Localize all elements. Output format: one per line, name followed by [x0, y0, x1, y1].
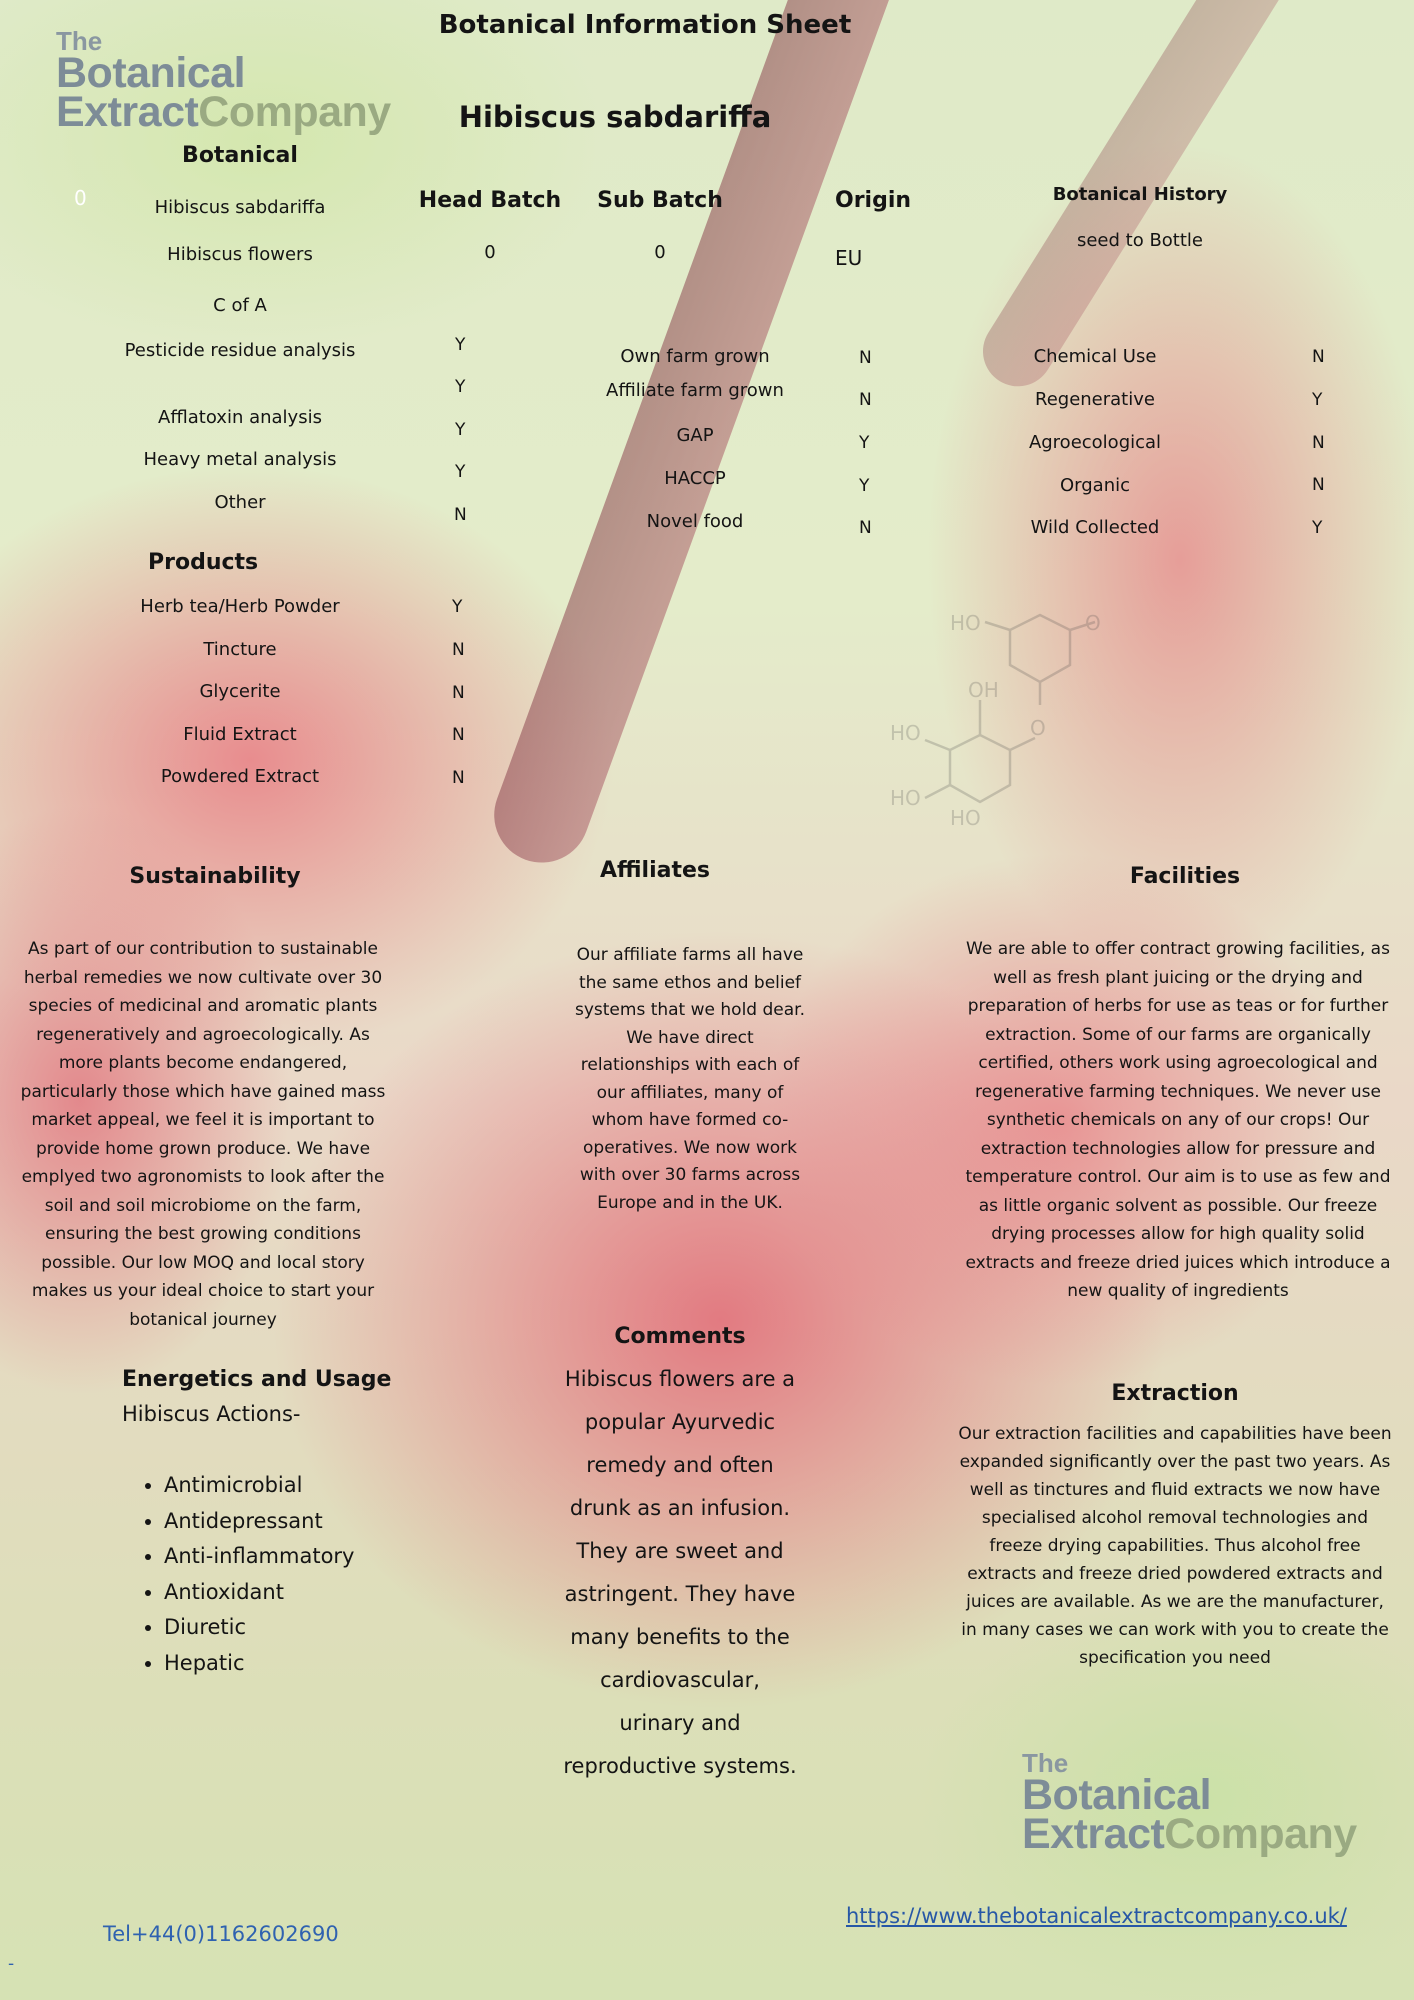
text-line: extracts and freeze dried juices which introduce a — [965, 1252, 1391, 1273]
logo-company: Company — [198, 88, 391, 137]
energetics-heading: Energetics and Usage — [122, 1367, 392, 1392]
product-value: N — [452, 683, 465, 703]
farming-value: N — [859, 518, 872, 538]
sub-batch-value: 0 — [654, 242, 666, 263]
text-line: drunk as an infusion. — [569, 1496, 791, 1520]
text-line: well as fresh plant juicing or the drying and — [993, 967, 1363, 988]
botanical-heading: Botanical — [182, 143, 298, 168]
sustainability-heading: Sustainability — [129, 864, 301, 889]
history-value: Y — [1312, 518, 1323, 538]
farming-label: HACCP — [664, 468, 726, 489]
text-line: whom have formed co- — [591, 1110, 789, 1130]
farming-value: Y — [859, 433, 870, 453]
text-line: preparation of herbs for use as teas or for further — [967, 996, 1389, 1016]
history-subtitle: seed to Bottle — [1076, 230, 1204, 251]
product-value: N — [452, 725, 465, 745]
text-line: emplyed two agronomists to look after the — [21, 1167, 385, 1187]
origin-label: Origin — [835, 188, 912, 213]
text-line: ensuring the best growing conditions — [45, 1224, 361, 1244]
text-line: the same ethos and belief — [578, 972, 802, 993]
stray-value: 0 — [74, 186, 87, 210]
text-line: botanical journey — [129, 1309, 277, 1330]
farming-label: Novel food — [646, 511, 744, 532]
product-label: Glycerite — [199, 681, 281, 702]
farming-label: Affiliate farm grown — [606, 380, 784, 401]
action-item: • Antidepressant — [164, 1504, 355, 1540]
text-line: specialised alcohol removal technologies and — [981, 1508, 1369, 1528]
text-line: freeze drying capabilities. Thus alcohol free — [989, 1536, 1361, 1556]
text-line: specification you need — [1079, 1648, 1271, 1668]
origin-value: EU — [835, 246, 863, 270]
action-item: • Hepatic — [164, 1646, 355, 1682]
affiliates-heading: Affiliates — [599, 858, 711, 883]
actions-list — [122, 1468, 355, 1681]
text-line: well as tinctures and fluid extracts we now have — [969, 1480, 1381, 1500]
farming-label: Own farm grown — [620, 346, 770, 367]
analysis-label: Other — [214, 492, 266, 513]
affiliates-text — [540, 942, 840, 1217]
farming-value: Y — [859, 476, 870, 496]
text-line: regenerative farming techniques. We never use — [975, 1081, 1381, 1102]
logo-the: The — [1022, 1748, 1069, 1778]
history-value: N — [1312, 347, 1325, 367]
text-line: market appeal, we feel it is important to — [31, 1110, 375, 1130]
sub-batch-label: Sub Batch — [597, 188, 723, 213]
extraction-text — [945, 1420, 1405, 1672]
product-label: Fluid Extract — [183, 724, 297, 745]
text-line: as little organic solvent as possible. Our freeze — [978, 1195, 1378, 1216]
analysis-value: Y — [455, 462, 466, 482]
text-line: synthetic chemicals on any of our crops! Our — [986, 1110, 1370, 1130]
comments-text — [540, 1358, 820, 1788]
analysis-label: Afflatoxin analysis — [158, 407, 322, 428]
head-batch-label: Head Batch — [418, 188, 562, 213]
action-item: • Antimicrobial — [164, 1468, 355, 1504]
text-line: We are able to offer contract growing facilities, as — [966, 939, 1390, 959]
text-line: regeneratively and agroecologically. As — [36, 1024, 370, 1045]
coa-label: C of A — [213, 295, 267, 316]
text-line: operatives. We now work — [583, 1137, 797, 1158]
farming-value: N — [859, 348, 872, 368]
text-line: popular Ayurvedic — [584, 1410, 776, 1434]
molecule-label: HO — [950, 611, 981, 635]
footer-dash: - — [8, 1954, 15, 1974]
product-label: Herb tea/Herb Powder — [140, 596, 340, 617]
text-line: makes us your ideal choice to start your — [31, 1281, 375, 1301]
text-line: expanded significantly over the past two years. As — [959, 1452, 1391, 1472]
energetics-intro: Hibiscus Actions- — [122, 1402, 301, 1426]
text-line: possible. Our low MOQ and local story — [41, 1252, 365, 1273]
molecule-label: HO — [950, 806, 981, 830]
logo-company: Company — [1164, 1810, 1357, 1859]
analysis-value: Y — [455, 377, 466, 397]
species-name: Hibiscus sabdariffa — [458, 100, 772, 134]
history-label: Chemical Use — [1033, 346, 1157, 367]
text-line: soil and soil microbiome on the farm, — [44, 1195, 362, 1216]
page-title: Botanical Information Sheet — [438, 10, 852, 40]
logo-botanical: Botanical — [1022, 1770, 1212, 1819]
history-value: N — [1312, 433, 1325, 453]
text-line: extraction. Some of our farms are organically — [985, 1024, 1371, 1045]
company-logo — [56, 26, 391, 137]
logo-extract: Extract — [1022, 1810, 1165, 1859]
text-line: cardiovascular, — [600, 1668, 760, 1692]
molecule-label: HO — [890, 721, 921, 745]
history-label: Regenerative — [1035, 389, 1155, 410]
text-line: many benefits to the — [570, 1625, 790, 1649]
text-line: certified, others work using agroecological and — [978, 1053, 1378, 1073]
analysis-value: N — [454, 505, 467, 525]
molecule-watermark — [890, 600, 1190, 830]
text-line: extraction technologies allow for pressure and — [980, 1138, 1376, 1159]
analysis-value: Y — [455, 335, 466, 355]
facilities-heading: Facilities — [1129, 864, 1241, 889]
text-line: Our affiliate farms all have — [576, 945, 804, 965]
text-line: Hibiscus flowers are a — [564, 1367, 796, 1391]
text-line: Our extraction facilities and capabilities have been — [958, 1424, 1392, 1444]
analysis-label: Heavy metal analysis — [143, 449, 337, 470]
text-line: with over 30 farms across — [579, 1165, 801, 1185]
company-logo-footer — [1022, 1748, 1357, 1859]
text-line: We have direct — [626, 1027, 754, 1048]
comments-heading: Comments — [614, 1324, 746, 1349]
molecule-label: HO — [890, 786, 921, 810]
text-line: drying processes allow for high quality solid — [991, 1224, 1365, 1244]
product-value: Y — [452, 597, 463, 617]
text-line: As part of our contribution to sustainable — [28, 939, 378, 959]
molecule-label: O — [1085, 611, 1101, 635]
history-label: Agroecological — [1028, 432, 1162, 453]
facilities-text — [948, 935, 1408, 1306]
product-value: N — [452, 768, 465, 788]
text-line: astringent. They have — [564, 1582, 796, 1606]
text-line: relationships with each of — [580, 1055, 800, 1075]
botanical-name: Hibiscus sabdariffa — [154, 197, 326, 218]
molecule-label: O — [1030, 716, 1046, 740]
product-value: N — [452, 640, 465, 660]
analysis-value: Y — [455, 420, 466, 440]
logo-the: The — [56, 26, 103, 56]
text-line: particularly those which have gained mass — [20, 1081, 386, 1102]
text-line: Europe and in the UK. — [597, 1192, 783, 1213]
history-value: Y — [1312, 390, 1323, 410]
molecule-label: OH — [968, 678, 999, 702]
text-line: new quality of ingredients — [1067, 1281, 1289, 1301]
text-line: juices are available. As we are the manufacturer, — [966, 1592, 1384, 1612]
action-item: • Anti-inflammatory — [164, 1539, 355, 1575]
website-link[interactable]: https://www.thebotanicalextractcompany.co.uk/ — [846, 1904, 1347, 1928]
history-label: Organic — [1059, 475, 1130, 496]
farming-label: GAP — [676, 425, 714, 446]
text-line: temperature control. Our aim is to use as few and — [965, 1167, 1391, 1187]
botanical-part: Hibiscus flowers — [167, 244, 313, 265]
text-line: They are sweet and — [576, 1539, 784, 1563]
action-item: • Antioxidant — [164, 1575, 355, 1611]
logo-botanical: Botanical — [56, 48, 246, 97]
text-line: more plants become endangered, — [58, 1053, 348, 1073]
head-batch-value: 0 — [484, 242, 496, 263]
analysis-label: Pesticide residue analysis — [124, 340, 356, 361]
extraction-heading: Extraction — [1111, 1381, 1239, 1406]
text-line: species of medicinal and aromatic plants — [28, 996, 378, 1016]
product-label: Tincture — [203, 639, 277, 660]
text-line: urinary and — [619, 1711, 741, 1735]
farming-value: N — [859, 390, 872, 410]
text-line: provide home grown produce. We have — [35, 1138, 371, 1159]
text-line: herbal remedies we now cultivate over 30 — [23, 967, 383, 988]
history-value: N — [1312, 475, 1325, 495]
text-line: in many cases we can work with you to create the — [961, 1620, 1389, 1640]
phone-number: Tel+44(0)1162602690 — [103, 1922, 339, 1946]
text-line: extracts and freeze dried powdered extracts and — [967, 1564, 1383, 1584]
text-line: systems that we hold dear. — [574, 1000, 805, 1020]
product-label: Powdered Extract — [160, 766, 320, 787]
text-line: reproductive systems. — [563, 1754, 797, 1778]
products-heading: Products — [148, 550, 259, 575]
text-line: our affiliates, many of — [596, 1082, 784, 1103]
action-item: • Diuretic — [164, 1610, 355, 1646]
text-line: remedy and often — [586, 1453, 774, 1477]
sustainability-text — [4, 935, 402, 1334]
history-heading: Botanical History — [1052, 184, 1228, 205]
history-label: Wild Collected — [1030, 517, 1160, 538]
logo-extract: Extract — [56, 88, 199, 137]
